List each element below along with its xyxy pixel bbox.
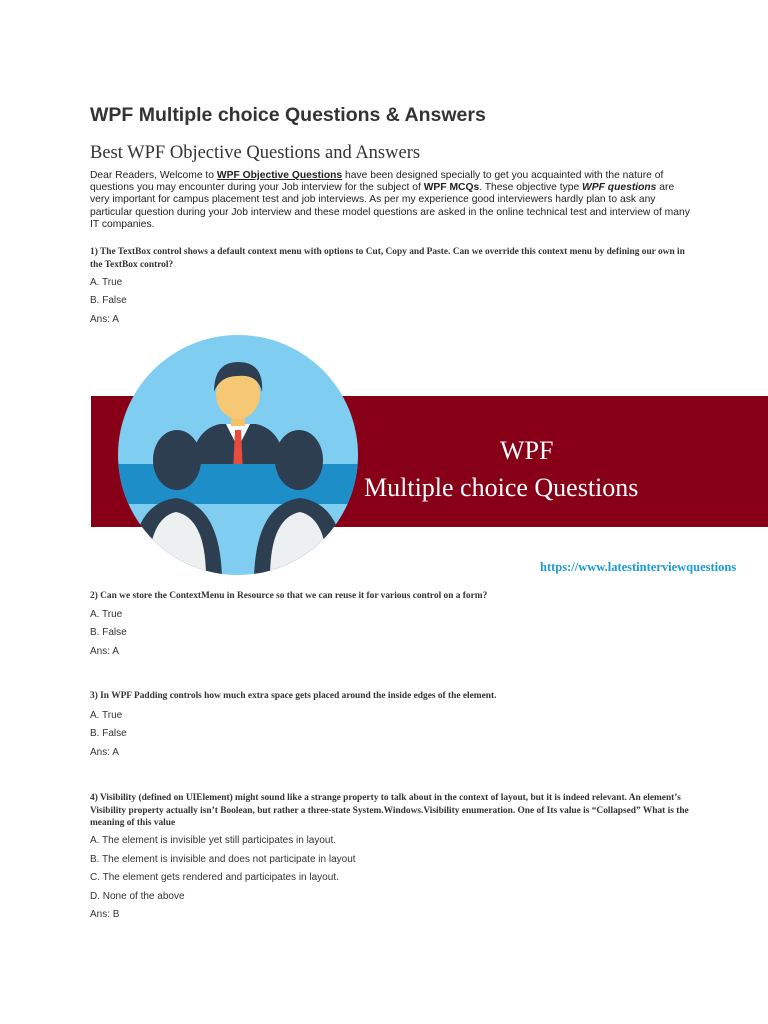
question-1: 1) The TextBox control shows a default context menu with options to Cut, Copy and Paste. Can we override this context menu by defining our own in the TextBox control? — [90, 247, 685, 270]
question-2-answer: Ans: A — [90, 646, 119, 657]
question-2-option-b: B. False — [90, 627, 127, 638]
question-1-option-a: A. True — [90, 277, 123, 288]
website-url-link[interactable]: https://www.latestinterviewquestions — [540, 560, 737, 574]
question-4-option-b: B. The element is invisible and does not participate in layout — [90, 854, 356, 865]
banner-title-line-1: WPF — [500, 436, 554, 465]
question-4: 4) Visibility (defined on UIElement) might sound like a strange property to talk about in the context of layout, but it is indeed relevant. An element’s Visibility property actually isn’t Boolean, but rather a three-state System.Windows.Visibility enumeration. One of Its value is “Collapsed” What is the meaning of this value — [90, 793, 689, 829]
page-subtitle: Best WPF Objective Questions and Answers — [90, 143, 421, 163]
question-3-option-a: A. True — [90, 710, 123, 721]
question-3-option-b: B. False — [90, 728, 127, 739]
intro-text-1: Dear Readers, Welcome to — [90, 170, 217, 181]
question-3: 3) In WPF Padding controls how much extra space gets placed around the inside edges of the element. — [90, 691, 497, 701]
intro-paragraph — [90, 170, 690, 231]
question-3-answer: Ans: A — [90, 747, 119, 758]
question-2-option-a: A. True — [90, 609, 123, 620]
intro-text-3: . These objective type — [479, 182, 583, 194]
question-4-option-d: D. None of the above — [90, 891, 185, 902]
wpf-objective-questions-link[interactable]: WPF Objective Questions — [216, 170, 343, 181]
question-1-option-b: B. False — [90, 295, 127, 306]
intro-bold-italic: WPF questions — [582, 182, 657, 194]
question-4-answer: Ans: B — [90, 909, 120, 920]
interview-illustration — [118, 332, 358, 578]
question-2: 2) Can we store the ContextMenu in Resource so that we can reuse it for various control on a form? — [90, 591, 488, 601]
question-1-answer: Ans: A — [90, 314, 119, 325]
intro-text-2: have been designed specially to get you acquainted with the nature of questions you may encounter during your Job interview for the subject of — [90, 170, 664, 194]
banner-title-line-2: Multiple choice Questions — [364, 473, 639, 502]
intro-text-4: are very important for campus placement test and job interviews. As per my experience good interviewers hardly plan to ask any particular question during your Job interview and these model questions are asked in the online technical test and interview of many IT companies. — [90, 182, 690, 230]
interview-table — [118, 464, 358, 504]
intro-bold-mcqs: WPF MCQs — [423, 182, 480, 194]
page-title: WPF Multiple choice Questions & Answers — [90, 104, 486, 126]
question-4-option-a: A. The element is invisible yet still participates in layout. — [90, 835, 337, 846]
question-4-option-c: C. The element gets rendered and participates in layout. — [90, 872, 339, 883]
